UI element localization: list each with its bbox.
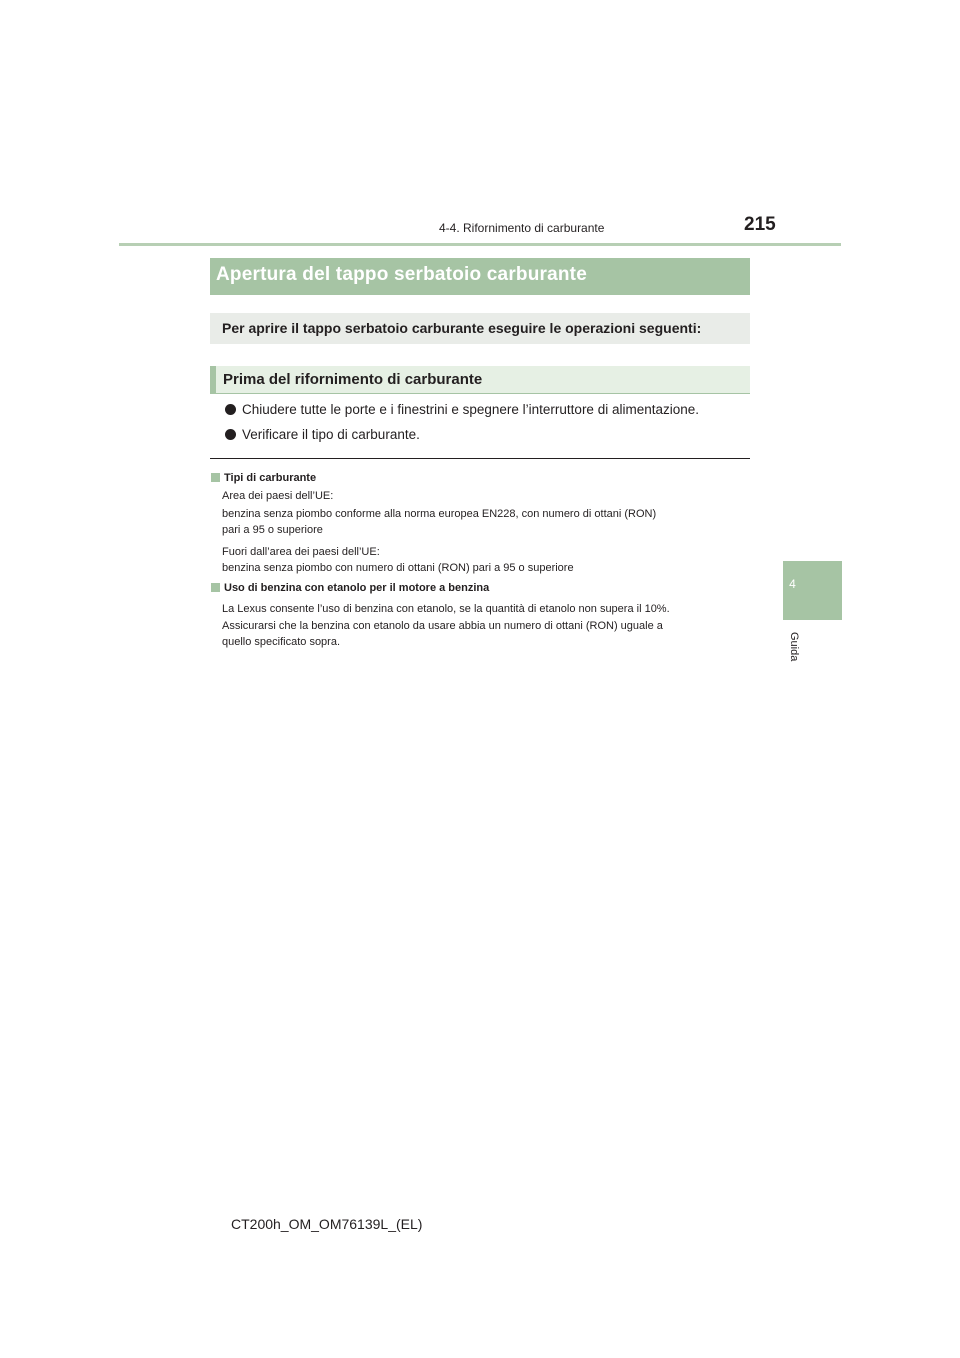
note-line: quello specificato sopra.: [222, 636, 341, 648]
subheading-text: Prima del rifornimento di carburante: [223, 371, 483, 388]
note-line: pari a 95 o superiore: [222, 524, 323, 536]
chapter-label-wrap: [784, 632, 804, 672]
square-bullet-icon: [211, 583, 220, 592]
main-title: Apertura del tappo serbatoio carburante: [216, 264, 587, 285]
intro-text: Per aprire il tappo serbatoio carburante eseguire le operazioni seguenti:: [222, 320, 702, 336]
note-heading-text: Tipi di carburante: [224, 472, 317, 484]
square-bullet-icon: [211, 473, 220, 482]
bullet-item: [225, 427, 420, 442]
bullet-icon: [225, 404, 236, 415]
notes-divider: [210, 458, 750, 459]
subheading-accent: [210, 366, 216, 393]
note-line: Area dei paesi dell’UE:: [222, 490, 334, 502]
chapter-number: 4: [789, 577, 796, 591]
note-line: Assicurarsi che la benzina con etanolo da usare abbia un numero di ottani (RON) uguale a: [222, 620, 663, 632]
note-line: Fuori dall’area dei paesi dell’UE:: [222, 546, 380, 558]
header-divider: [119, 243, 841, 246]
bullet-icon: [225, 429, 236, 440]
section-title: 4-4. Rifornimento di carburante: [439, 221, 605, 235]
chapter-label: Guida: [788, 632, 800, 662]
subheading-bar: [210, 366, 750, 393]
document-code: CT200h_OM_OM76139L_(EL): [231, 1216, 423, 1232]
intro-box: [210, 313, 750, 344]
note-heading: [211, 582, 489, 594]
note-heading-text: Uso di benzina con etanolo per il motore a benzina: [224, 582, 490, 594]
section-title-bar: [210, 258, 750, 295]
note-line: benzina senza piombo con numero di ottani (RON) pari a 95 o superiore: [222, 562, 574, 574]
bullet-item: [225, 402, 699, 417]
note-heading: [211, 472, 316, 484]
bullet-text: Verificare il tipo di carburante.: [242, 427, 420, 442]
note-line: La Lexus consente l’uso di benzina con etanolo, se la quantità di etanolo non supera il 10%.: [222, 603, 670, 615]
page-number: 215: [744, 214, 776, 235]
bullet-text: Chiudere tutte le porte e i finestrini e spegnere l’interruttore di alimentazione.: [242, 402, 700, 417]
note-line: benzina senza piombo conforme alla norma europea EN228, con numero di ottani (RON): [222, 508, 657, 520]
subheading-underline: [210, 393, 750, 394]
